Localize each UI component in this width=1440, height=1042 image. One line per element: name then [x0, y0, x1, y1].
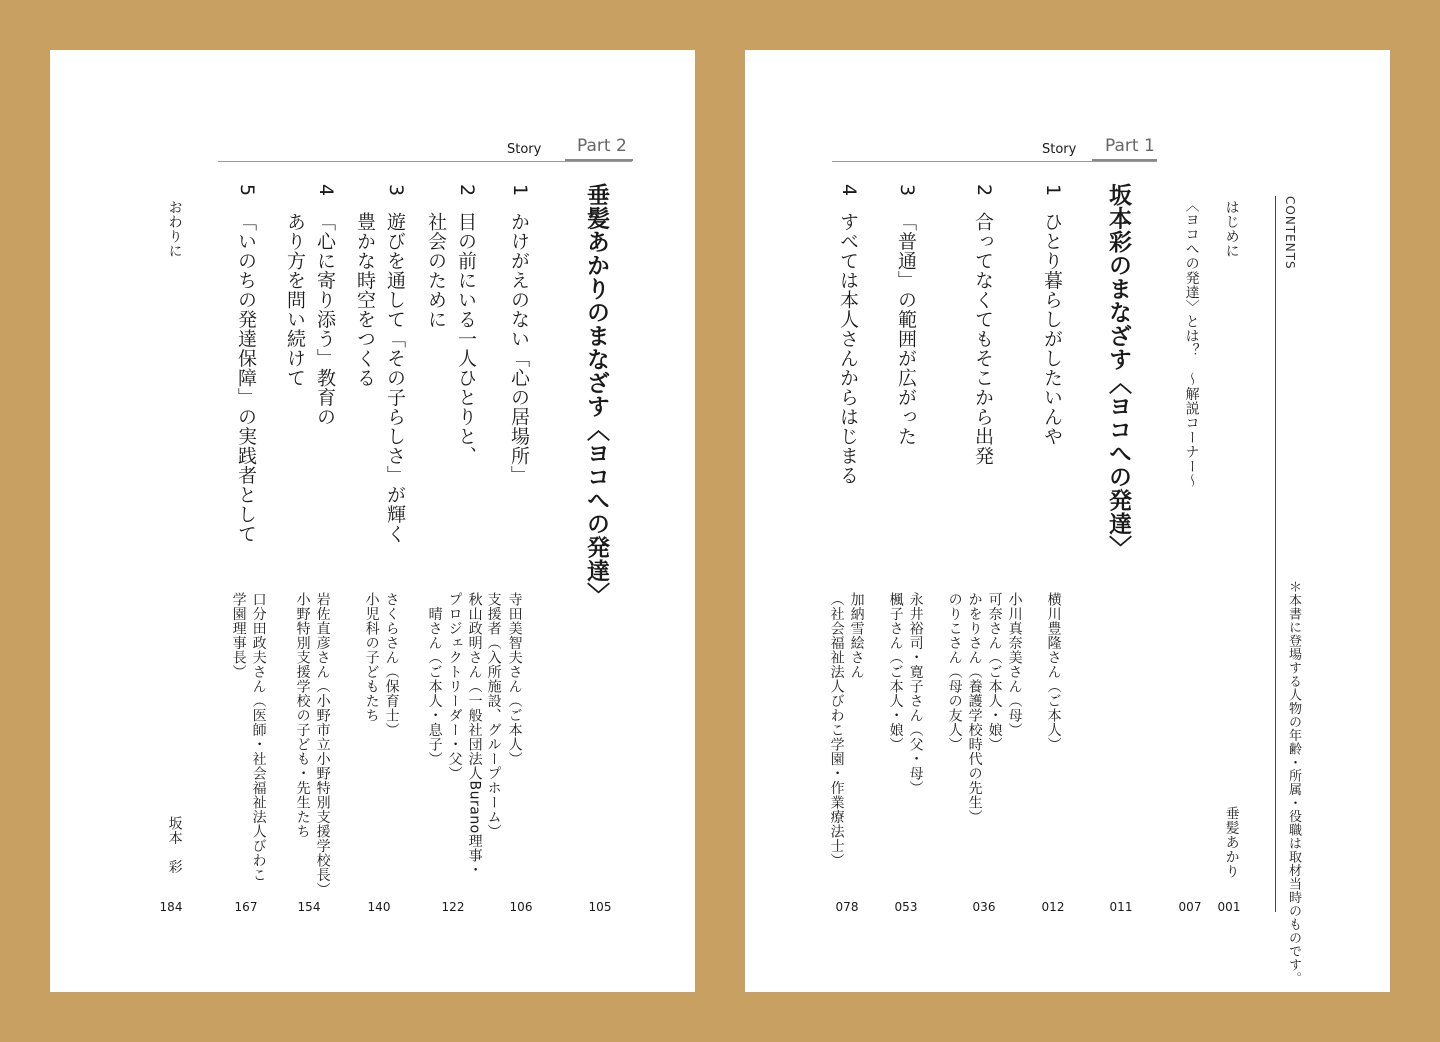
part-label: Part 2 — [577, 136, 627, 156]
header-rule — [218, 161, 632, 162]
intro-title: はじめに — [1223, 200, 1240, 258]
story-title: 「心に寄り添う」教育の — [314, 212, 336, 427]
story-page-number: 106 — [509, 900, 533, 914]
explainer-page-number: 007 — [1178, 900, 1202, 914]
heading-page-number: 105 — [588, 900, 612, 914]
story-subtitle: 小児科の子どもたち — [363, 592, 380, 723]
intro-author: 垂髪あかり — [1223, 806, 1240, 879]
story-title: かけがえのない「心の居場所」 — [508, 212, 530, 485]
story-subtitle: かをりさん（養護学校時代の先生） — [966, 592, 983, 824]
intro-page-number: 001 — [1217, 900, 1241, 914]
story-title: 合ってなくてもそこから出発 — [972, 212, 994, 466]
contents-rule — [1275, 196, 1276, 912]
part-heading: 垂髪あかりのまなざす〈ヨコへの発達〉 — [583, 183, 609, 606]
story-subtitle: 晴さん（ご本人・息子） — [426, 592, 443, 766]
contents-label: CONTENTS — [1283, 196, 1297, 270]
story-subtitle: 可奈さん（ご本人・娘） — [986, 592, 1003, 752]
story-subtitle: のりこさん（母の友人） — [946, 592, 963, 752]
story-subtitle: 秋山政明さん（一般社団法人Burano理事・ — [466, 592, 483, 878]
afterword-title: おわりに — [166, 200, 183, 258]
story-number: 3 — [896, 184, 918, 197]
afterword-author: 坂本 彩 — [166, 816, 183, 874]
story-title: あり方を問い続けて — [284, 212, 306, 388]
story-title: ひとり暮らしがしたいんや — [1041, 212, 1063, 446]
heading-page-number: 011 — [1109, 900, 1133, 914]
story-title: 豊かな時空をつくる — [354, 212, 376, 388]
story-subtitle: 楓子さん（ご本人・娘） — [887, 592, 904, 752]
story-page-number: 036 — [972, 900, 996, 914]
story-subtitle: プロジェクトリーダー・父） — [446, 592, 463, 781]
story-subtitle: 加納雪絵さん — [848, 592, 865, 679]
story-page-number: 140 — [367, 900, 391, 914]
right-page — [745, 50, 1390, 992]
story-title: 目の前にいる一人ひとりと、 — [455, 212, 477, 466]
story-number: 2 — [973, 184, 995, 197]
story-page-number: 053 — [894, 900, 918, 914]
story-subtitle: 小野特別支援学校の子ども・先生たち — [294, 592, 311, 839]
editorial-note: ＊本書に登場する人物の年齢・所属・役職は取材当時のものです。 — [1286, 580, 1301, 985]
story-page-number: 154 — [297, 900, 321, 914]
story-subtitle: 永井裕司・寛子さん（父・母） — [907, 592, 924, 795]
story-label: Story — [507, 142, 542, 157]
story-title: 遊びを通して「その子らしさ」が輝く — [384, 212, 406, 544]
story-subtitle: さくらさん（保育士） — [383, 592, 400, 737]
story-subtitle: （社会福祉法人びわこ学園・作業療法士） — [828, 592, 845, 868]
story-number: 2 — [456, 184, 478, 197]
part-label: Part 1 — [1105, 136, 1155, 156]
story-title: すべては本人さんからはじまる — [837, 212, 859, 485]
story-number: 1 — [509, 184, 531, 197]
story-title: 社会のために — [425, 212, 447, 329]
part-heading: 坂本彩のまなざす〈ヨコへの発達〉 — [1105, 183, 1131, 559]
header-rule — [832, 161, 1157, 162]
story-subtitle: 支援者（入所施設、グループホーム） — [485, 592, 502, 839]
story-number: 1 — [1042, 184, 1064, 197]
explainer-title: 〈ヨコへの発達〉とは？ 〜解説コーナー〜 — [1183, 198, 1200, 488]
story-subtitle: 学園理事長） — [230, 592, 247, 679]
story-label: Story — [1042, 142, 1077, 157]
story-page-number: 167 — [234, 900, 258, 914]
story-title: 「普通」の範囲が広がった — [895, 212, 917, 446]
story-number: 4 — [315, 184, 337, 197]
story-number: 3 — [385, 184, 407, 197]
story-page-number: 122 — [441, 900, 465, 914]
story-title: 「いのちの発達保障」の実践者として — [235, 212, 257, 544]
story-subtitle: 寺田美智夫さん（ご本人） — [506, 592, 523, 766]
story-page-number: 078 — [835, 900, 859, 914]
story-page-number: 012 — [1041, 900, 1065, 914]
afterword-page-number: 184 — [159, 900, 183, 914]
left-page — [50, 50, 695, 992]
story-subtitle: 口分田政夫さん（医師・社会福祉法人びわこ — [250, 592, 267, 882]
story-subtitle: 岩佐直彦さん（小野市立小野特別支援学校長） — [314, 592, 331, 897]
story-number: 5 — [236, 184, 258, 197]
story-number: 4 — [838, 184, 860, 197]
story-subtitle: 小川真奈美さん（母） — [1006, 592, 1023, 737]
story-subtitle: 横川豊隆さん（ご本人） — [1045, 592, 1062, 752]
